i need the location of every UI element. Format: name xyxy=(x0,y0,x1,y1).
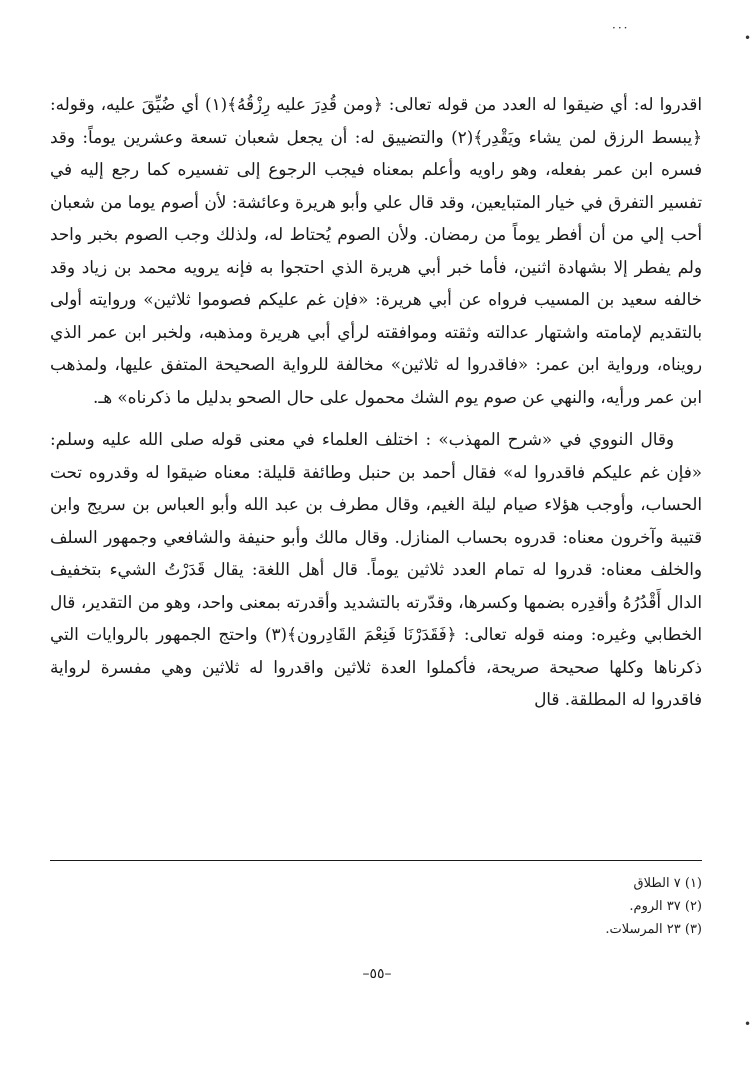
footnote: (٣) ٢٣ المرسلات. xyxy=(605,922,702,937)
scan-mark-tick: • xyxy=(744,31,752,45)
paragraph: وقال النووي في «شرح المهذب» : اختلف العلماء في معنى قوله صلى الله عليه وسلم: «فإن غم عليكم فاقدروا له» فقال أحمد بن حنبل وطائفة قليلة: معناه ضيقوا له وقدروه تحت الحساب، وأوجب هؤلاء صيام ليلة الغيم، وقال مطرف بن عبد الله وأبو العباس بن سريج وابن قتيبة وآخرون معناه: قدروه بحساب المنازل. وقال مالك وأبو حنيفة والشافعي وجمهور السلف والخلف معناه: قدروا له تمام العدد ثلاثين يوماً. قال أهل اللغة: يقال قَدَرْتُ الشيء بتخفيف الدال أَقْدُرُهُ وأقدِره بضمها وكسرها، وقدّرته بالتشديد وأقدرته بمعنى واحد، وهو من التقدير، قال الخطابي وغيره: ومنه قوله تعالى: ﴿فَقَدَرْنَا فَنِعْمَ القَادِرون﴾(٣) واحتج الجمهور بالروايات التي ذكرناها وكلها صحيحة صريحة، فأكملوا العدة ثلاثين واقدروا له ثلاثين وهي مفسرة لرواية فاقدروا له المطلقة. قال xyxy=(50,429,702,709)
footnotes xyxy=(330,872,702,941)
scan-mark-tick: • xyxy=(744,1017,752,1031)
page-number: –٥٥– xyxy=(362,966,392,982)
main-text xyxy=(50,88,702,716)
footnote-divider xyxy=(50,860,702,861)
footnote: (٢) ٣٧ الروم. xyxy=(629,899,702,914)
paragraph: اقدروا له: أي ضيقوا له العدد من قوله تعالى: ﴿ومن قُدِرَ عليه رِزْقُهُ﴾(١) أي ضُيِّقَ عليه، وقوله: ﴿يبسط الرزق لمن يشاء ويَقْدِر﴾(٢) والتضييق له: أن يجعل شعبان تسعة وعشرين يوماً: وقد فسره ابن عمر بفعله، وهو راويه وأعلم بمعناه فيجب الرجوع إلى تفسيره كما رجع إليه في تفسير التفرق في خيار المتبايعين، وقد قال علي وأبو هريرة وعائشة: لأن أصوم يوما من شعبان أحب إلي من أن أفطر يوماً من رمضان. ولأن الصوم يُحتاط له، ولذلك وجب الصوم بخبر واحد ولم يفطر إلا بشهادة اثنين، فأما خبر أبي هريرة الذي احتجوا به فإنه يرويه محمد بن زياد وقد خالفه سعيد بن المسيب فرواه عن أبي هريرة: «فإن غم عليكم فصوموا ثلاثين» وروايته أولى بالتقديم لإمامته واشتهار عدالته وثقته وموافقته لرأي أبي هريرة ومذهبه، ولخبر ابن عمر الذي رويناه، ورواية ابن عمر: «فاقدروا له ثلاثين» مخالفة للرواية الصحيحة المتفق عليها، ولمذهب ابن عمر ورأيه، والنهي عن صوم يوم الشك محمول على حال الصحو بدليل ما ذكرناه» هـ. xyxy=(50,94,702,407)
footnote: (١) ٧ الطلاق xyxy=(633,876,702,891)
scan-mark-dots: ··· xyxy=(612,21,630,35)
